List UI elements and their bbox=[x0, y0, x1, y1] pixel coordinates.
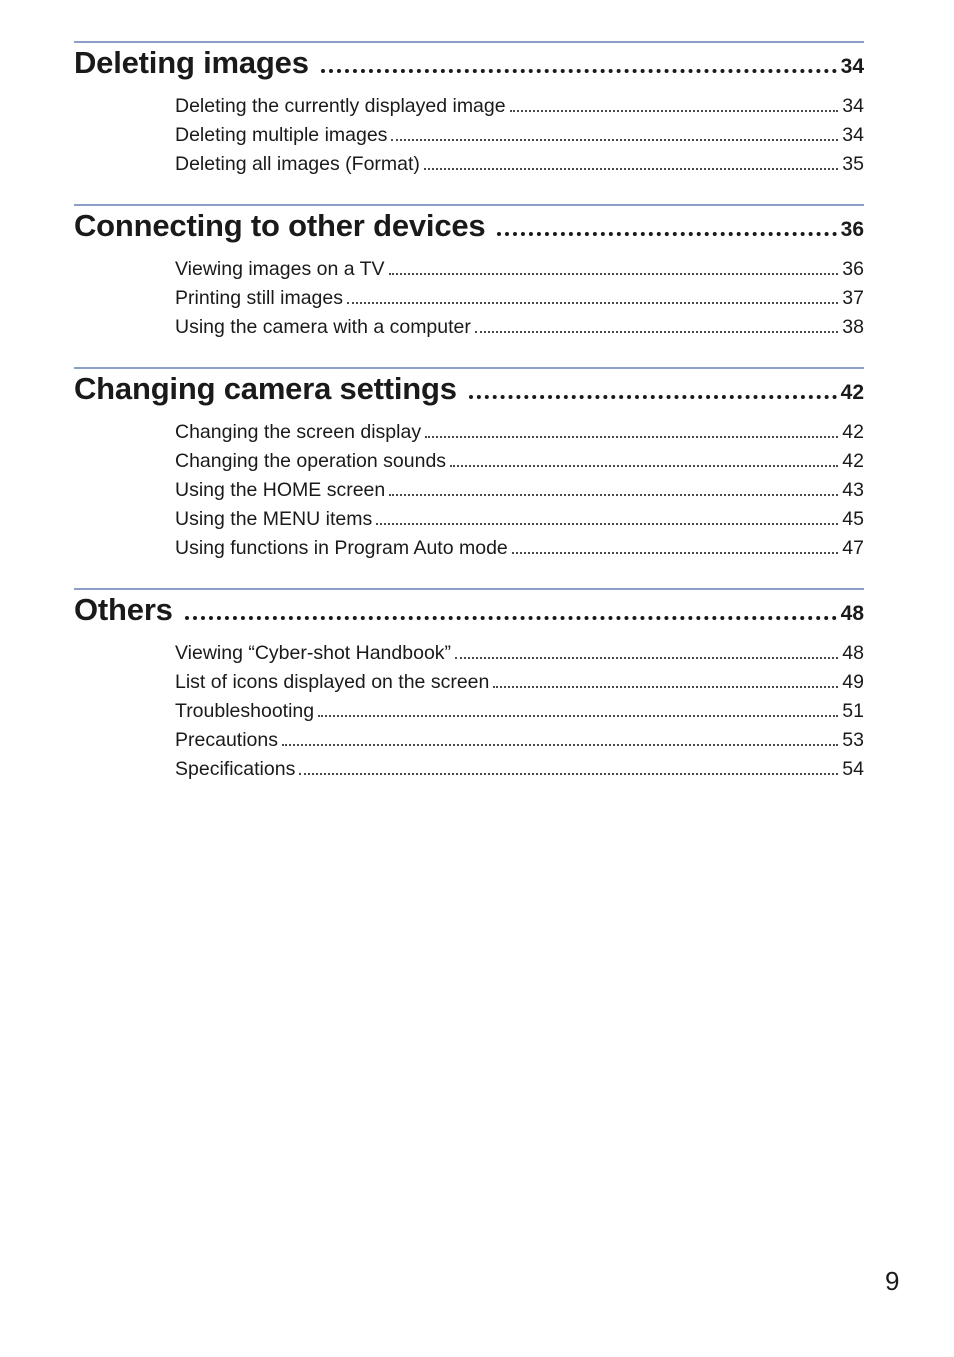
entry-page-number: 35 bbox=[842, 153, 864, 175]
dot-leader bbox=[389, 494, 838, 496]
section-entries bbox=[74, 642, 864, 787]
toc-entry[interactable] bbox=[175, 258, 864, 287]
section-heading[interactable] bbox=[74, 369, 864, 411]
dot-leader bbox=[450, 465, 838, 467]
entry-label: Viewing “Cyber-shot Handbook” bbox=[175, 642, 452, 664]
entry-label: Viewing images on a TV bbox=[175, 258, 385, 280]
dot-leader bbox=[321, 69, 837, 73]
section-heading[interactable] bbox=[74, 206, 864, 248]
dot-leader bbox=[512, 552, 839, 554]
dot-leader bbox=[497, 232, 836, 236]
toc-entry[interactable] bbox=[175, 421, 864, 450]
section-heading[interactable] bbox=[74, 590, 864, 632]
dot-leader bbox=[318, 715, 838, 717]
section-title: Changing camera settings bbox=[74, 371, 457, 406]
dot-leader bbox=[510, 110, 839, 112]
entry-page-number: 54 bbox=[842, 758, 864, 780]
entry-page-number: 36 bbox=[842, 258, 864, 280]
entry-label: Troubleshooting bbox=[175, 700, 315, 722]
entry-label: Precautions bbox=[175, 729, 278, 751]
section-page-number: 42 bbox=[840, 381, 864, 404]
dot-leader bbox=[425, 436, 838, 438]
entry-page-number: 53 bbox=[842, 729, 864, 751]
entry-label: Using the camera with a computer bbox=[175, 316, 471, 338]
toc-entry[interactable] bbox=[175, 642, 864, 671]
toc-entry[interactable] bbox=[175, 153, 864, 182]
section-heading[interactable] bbox=[74, 43, 864, 85]
entry-page-number: 34 bbox=[842, 124, 864, 146]
dot-leader bbox=[282, 744, 838, 746]
toc-entry[interactable] bbox=[175, 700, 864, 729]
toc-section-others bbox=[74, 588, 864, 787]
section-title: Deleting images bbox=[74, 45, 309, 80]
table-of-contents bbox=[74, 41, 864, 809]
dot-leader bbox=[455, 657, 838, 659]
entry-page-number: 47 bbox=[842, 537, 864, 559]
entry-label: Deleting all images (Format) bbox=[175, 153, 420, 175]
entry-page-number: 42 bbox=[842, 450, 864, 472]
dot-leader bbox=[493, 686, 838, 688]
entry-page-number: 38 bbox=[842, 316, 864, 338]
entry-page-number: 45 bbox=[842, 508, 864, 530]
entry-label: Using the MENU items bbox=[175, 508, 373, 530]
toc-section-connecting-to-other-devices bbox=[74, 204, 864, 345]
entry-label: Printing still images bbox=[175, 287, 343, 309]
dot-leader bbox=[299, 773, 838, 775]
section-entries bbox=[74, 95, 864, 182]
toc-entry[interactable] bbox=[175, 124, 864, 153]
entry-label: List of icons displayed on the screen bbox=[175, 671, 490, 693]
page-number: 9 bbox=[885, 1266, 900, 1296]
entry-page-number: 48 bbox=[842, 642, 864, 664]
toc-entry[interactable] bbox=[175, 95, 864, 124]
dot-leader bbox=[185, 616, 837, 620]
toc-section-deleting-images bbox=[74, 41, 864, 182]
entry-label: Specifications bbox=[175, 758, 296, 780]
entry-page-number: 49 bbox=[842, 671, 864, 693]
toc-entry[interactable] bbox=[175, 450, 864, 479]
section-page-number: 34 bbox=[840, 55, 864, 78]
toc-entry[interactable] bbox=[175, 758, 864, 787]
section-title: Others bbox=[74, 592, 173, 627]
entry-page-number: 51 bbox=[842, 700, 864, 722]
section-entries bbox=[74, 258, 864, 345]
section-entries bbox=[74, 421, 864, 566]
toc-section-changing-camera-settings bbox=[74, 367, 864, 566]
toc-entry[interactable] bbox=[175, 729, 864, 758]
toc-entry[interactable] bbox=[175, 508, 864, 537]
dot-leader bbox=[347, 302, 838, 304]
dot-leader bbox=[376, 523, 838, 525]
entry-label: Changing the operation sounds bbox=[175, 450, 447, 472]
section-title: Connecting to other devices bbox=[74, 208, 486, 243]
toc-entry[interactable] bbox=[175, 671, 864, 700]
dot-leader bbox=[469, 395, 837, 399]
entry-label: Changing the screen display bbox=[175, 421, 422, 443]
toc-entry[interactable] bbox=[175, 287, 864, 316]
section-page-number: 48 bbox=[840, 602, 864, 625]
entry-page-number: 34 bbox=[842, 95, 864, 117]
section-page-number: 36 bbox=[840, 218, 864, 241]
entry-label: Using the HOME screen bbox=[175, 479, 386, 501]
dot-leader bbox=[391, 139, 838, 141]
toc-entry[interactable] bbox=[175, 316, 864, 345]
dot-leader bbox=[424, 168, 838, 170]
entry-page-number: 42 bbox=[842, 421, 864, 443]
dot-leader bbox=[475, 331, 838, 333]
entry-label: Deleting multiple images bbox=[175, 124, 388, 146]
entry-label: Using functions in Program Auto mode bbox=[175, 537, 508, 559]
entry-page-number: 37 bbox=[842, 287, 864, 309]
entry-page-number: 43 bbox=[842, 479, 864, 501]
toc-entry[interactable] bbox=[175, 537, 864, 566]
toc-entry[interactable] bbox=[175, 479, 864, 508]
entry-label: Deleting the currently displayed image bbox=[175, 95, 506, 117]
dot-leader bbox=[389, 273, 839, 275]
